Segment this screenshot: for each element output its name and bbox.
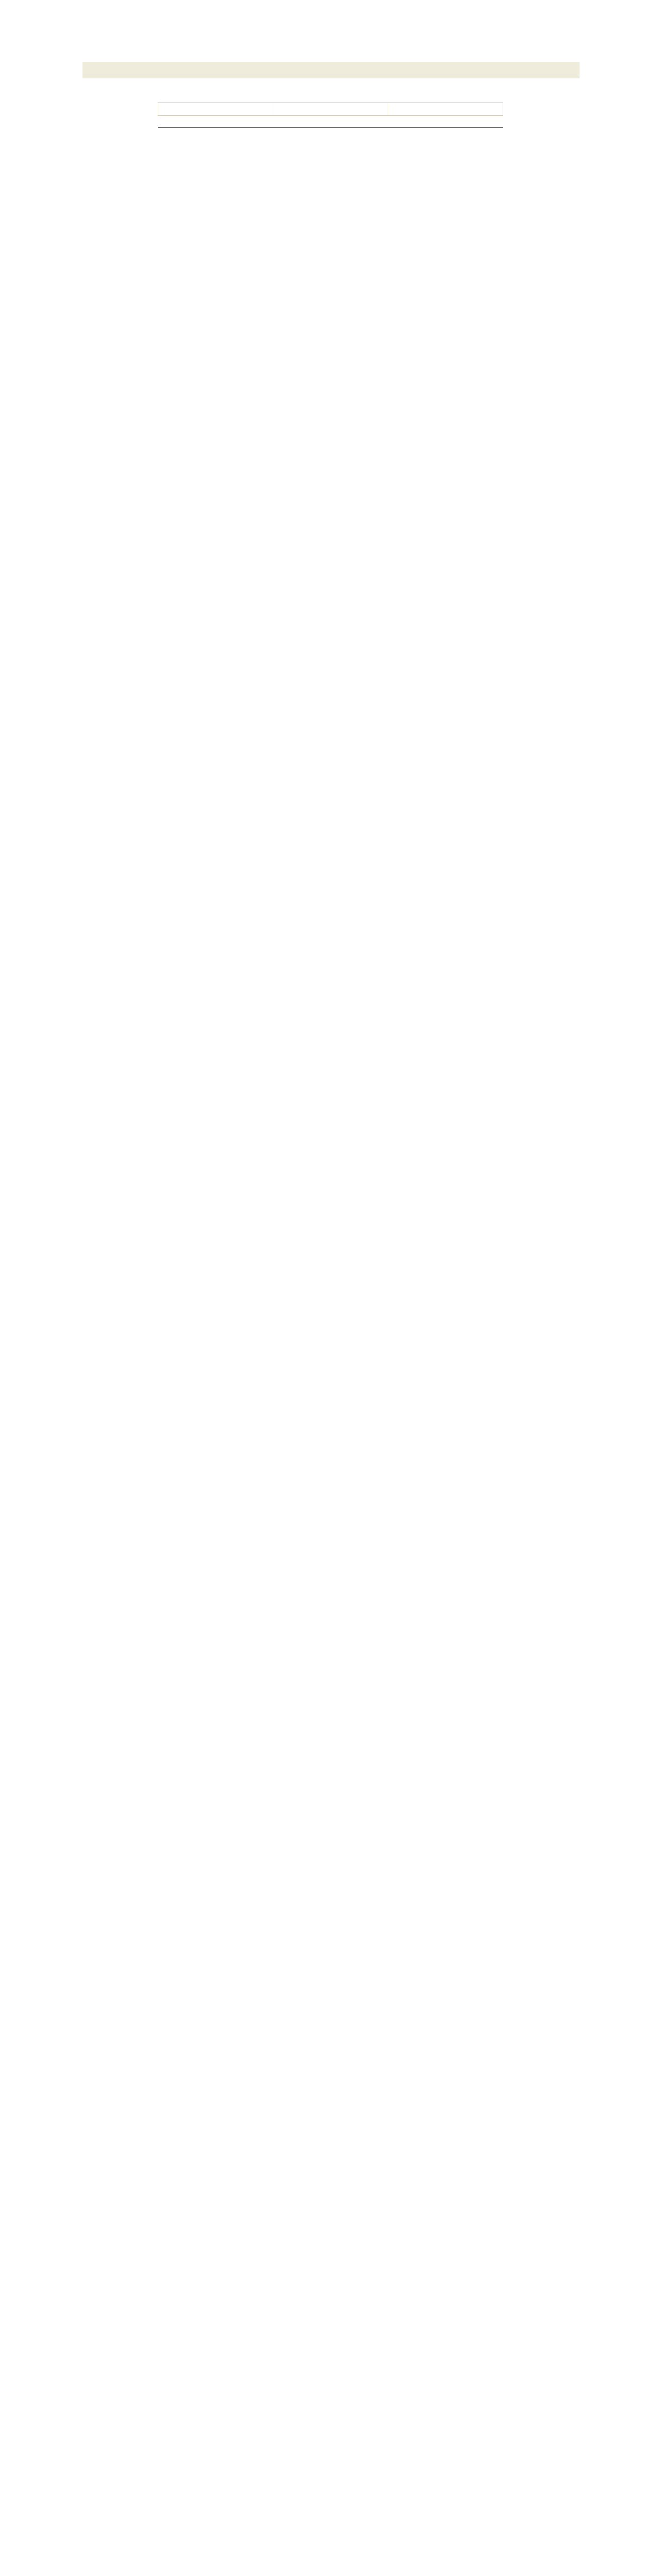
prev-chapter-link[interactable] [158,103,273,115]
site-header [82,0,580,45]
next-chapter-link[interactable] [388,103,503,115]
divider [158,127,503,128]
toc-link[interactable] [273,103,388,115]
site-logo[interactable] [86,3,139,34]
chapter-nav [158,103,503,116]
story-toolbar [82,62,580,78]
main-nav [82,47,580,60]
story-header [158,84,503,95]
main-content [158,84,503,144]
